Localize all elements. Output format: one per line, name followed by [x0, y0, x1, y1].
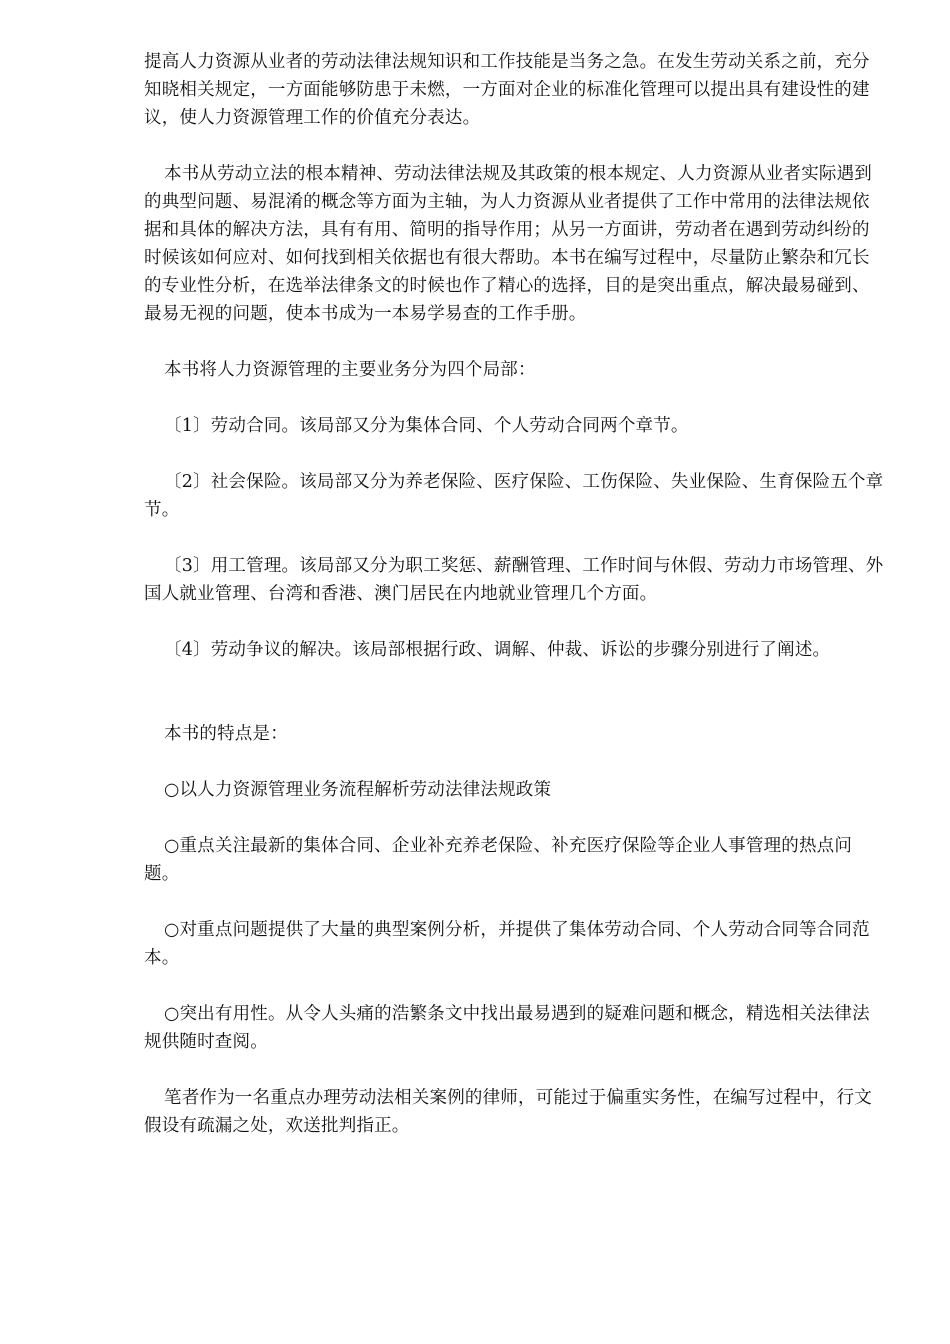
- list-item-part-3: 〔3〕用工管理。该局部又分为职工奖惩、薪酬管理、工作时间与休假、劳动力市场管理、外国人就业管理、台湾和香港、澳门居民在内地就业管理几个方面。: [144, 556, 884, 604]
- feature-item-1: ○以人力资源管理业务流程解析劳动法律法规政策: [164, 780, 552, 800]
- feature-item-2: ○重点关注最新的集体合同、企业补充养老保险、补充医疗保险等企业人事管理的热点问题。: [144, 836, 853, 884]
- list-item-part-2: 〔2〕社会保险。该局部又分为养老保险、医疗保险、工伤保险、失业保险、生育保险五个章节。: [144, 472, 884, 520]
- paragraph-author-note: 笔者作为一名重点办理劳动法相关案例的律师，可能过于偏重实务性，在编写过程中，行文假设有疏漏之处，欢送批判指正。: [144, 1088, 872, 1136]
- feature-item-3: ○对重点问题提供了大量的典型案例分析，并提供了集体劳动合同、个人劳动合同等合同范本。: [144, 920, 870, 968]
- document-page: [144, 48, 886, 1140]
- list-item-part-1: 〔1〕劳动合同。该局部又分为集体合同、个人劳动合同两个章节。: [164, 416, 689, 436]
- paragraph-features-heading: 本书的特点是：: [164, 724, 288, 744]
- paragraph-book-overview: 本书从劳动立法的根本精神、劳动法律法规及其政策的根本规定、人力资源从业者实际遇到的典型问题、易混淆的概念等方面为主轴，为人力资源从业者提供了工作中常用的法律法规依据和具体的解决方法，具有有用、简明的指导作用；从另一方面讲，劳动者在遇到劳动纠纷的时候该如何应对、如何找到相关依据也有很大帮助。本书在编写过程中，尽量防止繁杂和冗长的专业性分析，在选举法律条文的时候也作了精心的选择，目的是突出重点，解决最易碰到、最易无视的问题，使本书成为一本易学易查的工作手册。: [144, 164, 872, 324]
- paragraph-four-parts-heading: 本书将人力资源管理的主要业务分为四个局部：: [164, 360, 536, 380]
- feature-item-4: ○突出有用性。从令人头痛的浩繁条文中找出最易遇到的疑难问题和概念，精选相关法律法规供随时查阅。: [144, 1004, 870, 1052]
- paragraph-intro: 提高人力资源从业者的劳动法律法规知识和工作技能是当务之急。在发生劳动关系之前，充分知晓相关规定，一方面能够防患于未燃，一方面对企业的标准化管理可以提出具有建设性的建议，使人力资源管理工作的价值充分表达。: [144, 52, 870, 128]
- list-item-part-4: 〔4〕劳动争议的解决。该局部根据行政、调解、仲裁、诉讼的步骤分别进行了阐述。: [164, 640, 831, 660]
